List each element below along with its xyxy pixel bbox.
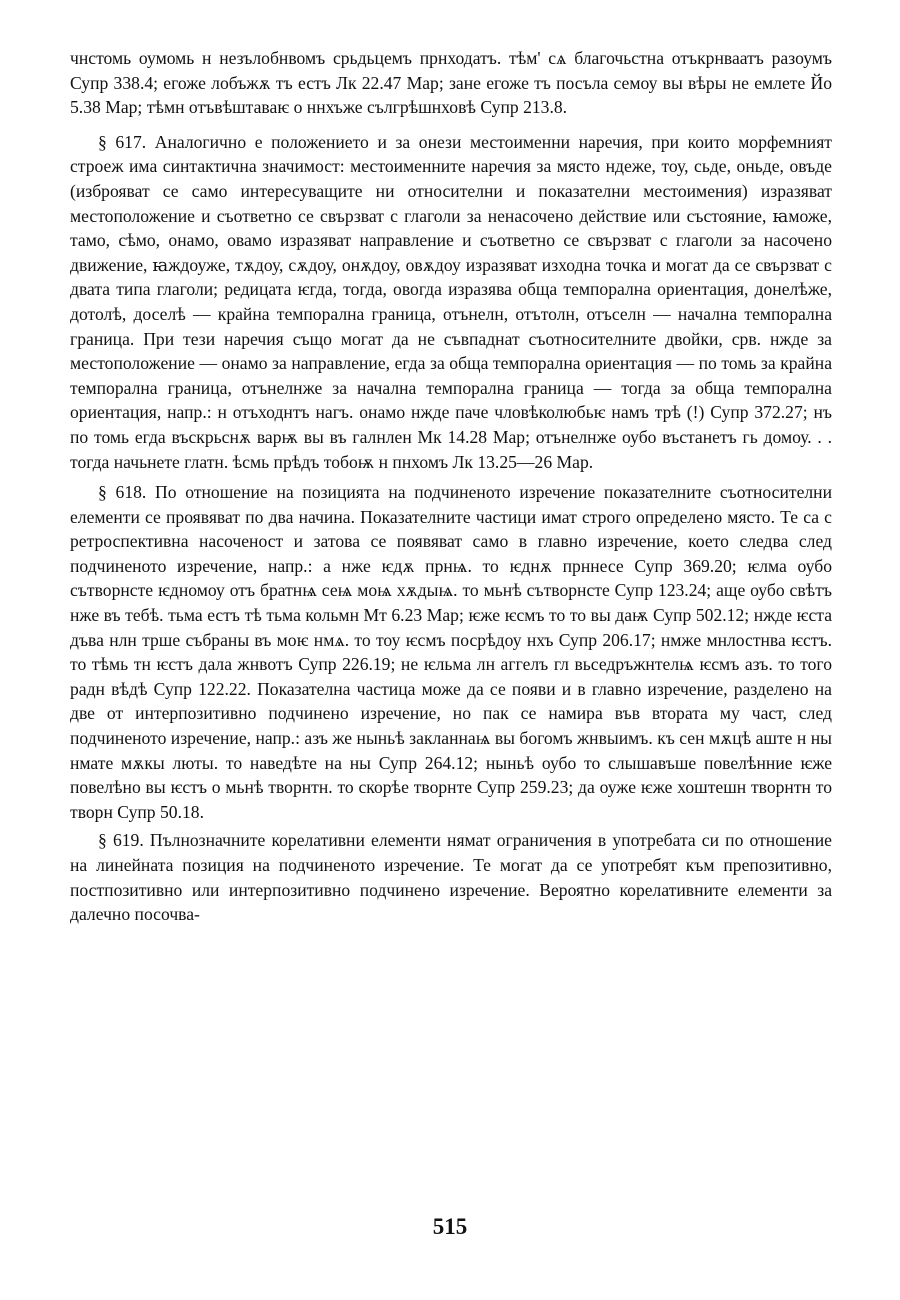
page-number: 515	[432, 1214, 468, 1239]
paragraph-619: § 619. Пълнозначните корелативни елементи нямат ограничения в употребата си по отношение на линейната позиция на подчиненото изречение. Те могат да се употребят към препозитивно, постпозитивно или интерпозитивно подчинено изречение. Вероятно корелативните елементи за далечно посочва-	[70, 830, 832, 925]
paragraph-continuation: чнстомь оумомь н незълобнвомъ срьдьцемъ прнходатъ. тѣм' сѧ благочьстна отъкрнваатъ разоумъ Супр 338.4; егоже лобъжѫ тъ естъ Лк 22.47 Мар; зане егоже тъ посъла семоу вы вѣры не емлете Йо 5.38 Мар; тѣмн отъвѣштаваѥ о ннхъже сългрѣшнховѣ Супр 213.8.	[70, 48, 832, 118]
paragraph-618: § 618. По отношение на позицията на подчиненото изречение показателните съотносителни елементи се проявяват по два начина. Показателните частици имат строго определено място. Те са с ретроспективна насоченост и затова се появяват само в главно изречение, което следва след подчиненото изречение, напр.: а нже ѥдѫ прнѩ. то ѥднѫ прннесе Супр 369.20; ѥлма оубо сътворнсте ѥдномоу отъ братнѩ сеѩ моѩ хѫдыѩ. то мьнѣ сътворнсте Супр 123.24; аще оубо свѣтъ нже въ тебѣ. тьма естъ тѣ тьма кольмн Мт 6.23 Мар; ѥже ѥсмъ то то вы даѭ Супр 502.12; нжде ѥста дъва нлн тршe събраны въ моѥ нмѧ. то тоу ѥсмъ посрѣдоу нхъ Супр 206.17; нмже мнлостнва ѥстъ. то тѣмь тн ѥстъ дала жнвотъ Супр 226.19; не ѥльма лн аггелъ гл вьседръжнтелѩ ѥсмъ азъ. то того радн вѣдѣ Супр 122.22. Показателна частица може да се появи и в главно изречение, разделено на две от интерпозитивно подчинено изречение, но пак се намира във втората му част, след подчиненото изречение, напр.: азъ же ныньѣ закланнаѩ вы богомъ жнвыимъ. къ сен мѫцѣ аште н ны нмате мѫкы люты. то наведѣте на ны Супр 264.12; ныньѣ оубо то слышавъше повелѣнние ѥже повелѣно вы ѥстъ о мьнѣ творнтн. то скорѣе творнте Супр 259.23; да оуже ѥже хоштешн творнтн то творн Супр 50.18.	[70, 482, 832, 822]
page-body	[70, 46, 832, 927]
paragraph-617: § 617. Аналогично е положението и за онези местоименни наречия, при които морфемният строеж има синтактична значимост: местоименните наречия за място ндеже, тоу, сьде, оньде, овъде (изброяват се само интересуващите ни относителни и показателни местоимения) изразяват местоположение и съответно се свързват с глаголи за ненасочено действие или състояние, ꙗможе, тамо, сѣмо, онамо, овамо изразяват направление и съответно се свързват с глаголи за насочено движение, ꙗждоуже, тѫдоу, сѫдоу, онѫдоу, овѫдоу изразяват изходна точка и могат да се свързват с двата типа глаголи; редицата ѥгда, тогда, овогда изразява обща темпорална ориентация, донелѣже, дотолѣ, доселѣ — крайна темпорална граница, отънелн, отътолн, отъселн — начална темпорална граница. При тези наречия също могат да не съвпаднат съотносителните двойки, срв. нжде за местоположение — онамо за направление, егда за обща темпорална ориентация — по томь за крайна темпорална граница, отънелнже за начална темпорална граница — тогда за обща темпорална ориентация, напр.: н отъходнтъ нагъ. онамо нжде паче чловѣколюбьѥ намъ трѣ (!) Супр 372.27; нъ по томь егда въскрьснѫ варѭ вы въ галнлен Мк 14.28 Мар; отънелнже оубо въстанетъ гь домоу. . . тогда начьнете глатн. ѣсмь прѣдъ тобоѭ н пнхомъ Лк 13.25—26 Мар.	[70, 131, 832, 472]
